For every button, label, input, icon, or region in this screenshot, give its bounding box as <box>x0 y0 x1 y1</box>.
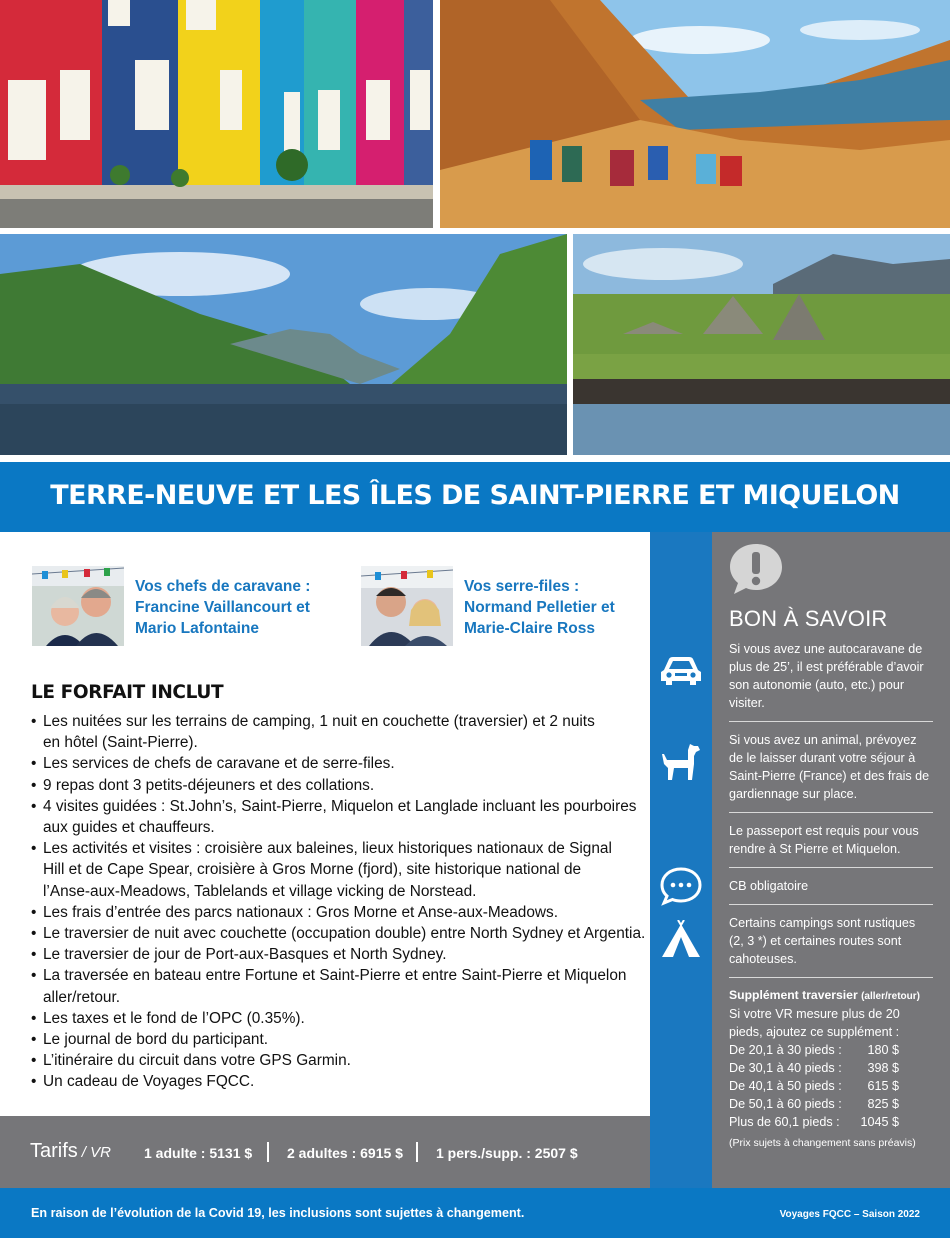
footer <box>0 1188 950 1238</box>
inclusion-item <box>31 1008 631 1029</box>
supplement-price: 615 $ <box>867 1079 899 1093</box>
leaders-role: Vos chefs de caravane : <box>135 578 311 595</box>
leaders-photo <box>32 566 124 646</box>
chat-icon <box>658 866 704 906</box>
tarifs-label <box>30 1140 111 1163</box>
photo-viking-village <box>573 234 950 455</box>
supplement-price: 825 $ <box>867 1097 899 1111</box>
serre-files-names-2: Marie-Claire Ross <box>464 620 595 637</box>
photo-hikers-mountain <box>440 0 950 228</box>
price-2-adults: 2 adultes : 6915 $ <box>287 1145 403 1161</box>
inclusion-line: • Les services de chefs de caravane et de serre-files. <box>43 755 395 773</box>
inclusion-line: • Les frais d’entrée des parcs nationaux : Gros Morne et Anse-aux-Meadows. <box>43 903 558 921</box>
supplement-range: De 50,1 à 60 pieds : <box>729 1097 842 1111</box>
inclusion-line: • 9 repas dont 3 petits-déjeuners et des collations. <box>43 776 375 794</box>
inclusion-item <box>31 838 631 902</box>
supplement-price: 1045 $ <box>860 1115 899 1129</box>
supplement-row <box>729 1095 933 1113</box>
bon-a-savoir-title: BON À SAVOIR <box>729 606 888 631</box>
price-1-adult: 1 adulte : 5131 $ <box>144 1145 253 1161</box>
inclusion-item <box>31 711 631 753</box>
inclusion-line: • La traversée en bateau entre Fortune et Saint-Pierre et entre Saint-Pierre et Miquelon <box>43 967 627 985</box>
supplement-title-small: (aller/retour) <box>861 991 920 1002</box>
tip-item: Le passeport est requis pour vous rendre à St Pierre et Miquelon. <box>729 822 933 868</box>
inclusion-line: • Les nuitées sur les terrains de camping, 1 nuit en couchette (traversier) et 2 nuits <box>43 713 595 730</box>
inclusion-line: l’Anse-aux-Meadows, Tablelands et village vicking de Norstead. <box>43 882 477 900</box>
page-title: TERRE-NEUVE ET LES ÎLES DE SAINT-PIERRE ET MIQUELON <box>50 480 900 511</box>
serre-files <box>361 566 641 646</box>
inclusion-item <box>31 1029 631 1050</box>
inclusion-line: aux guides et chauffeurs. <box>43 819 215 837</box>
inclusion-line: en hôtel (Saint-Pierre). <box>43 734 198 752</box>
supplement-row <box>729 1059 933 1077</box>
photo-colorful-houses <box>0 0 433 228</box>
supplement-range: De 30,1 à 40 pieds : <box>729 1061 842 1075</box>
tarifs-unit: / VR <box>81 1144 111 1161</box>
forfait-heading: LE FORFAIT INCLUT <box>31 682 224 703</box>
tarifs-label-text: Tarifs <box>30 1140 78 1162</box>
inclusion-line: • Les activités et visites : croisière aux baleines, lieux historiques nationaux de Signal <box>43 840 612 858</box>
inclusion-line: • L’itinéraire du circuit dans votre GPS Garmin. <box>43 1052 351 1070</box>
season-label: Voyages FQCC – Saison 2022 <box>779 1209 920 1220</box>
inclusion-item <box>31 1071 631 1092</box>
dog-icon <box>658 742 704 782</box>
tarifs-bar <box>0 1116 650 1188</box>
supplement-block <box>729 987 933 1161</box>
inclusion-item <box>31 923 646 944</box>
supplement-price: 398 $ <box>867 1061 899 1075</box>
icon-strip <box>650 532 712 1188</box>
inclusion-line: • Le traversier de nuit avec couchette (occupation double) entre North Sydney et Argentia. <box>43 925 646 943</box>
inclusion-line: • Les taxes et le fond de l’OPC (0.35%). <box>43 1009 305 1027</box>
exclamation-bubble-icon <box>728 542 784 596</box>
supplement-title-text: Supplément traversier <box>729 988 858 1002</box>
inclusion-line: • Le journal de bord du participant. <box>43 1031 269 1049</box>
supplement-range: De 20,1 à 30 pieds : <box>729 1043 842 1057</box>
supplement-range: Plus de 60,1 pieds : <box>729 1115 840 1129</box>
supplement-range: De 40,1 à 50 pieds : <box>729 1079 842 1093</box>
tent-icon <box>658 920 704 960</box>
tip-item: Certains campings sont rustiques (2, 3 *) et certaines routes sont cahoteuses. <box>729 914 933 978</box>
serre-files-role: Vos serre-files : <box>464 578 580 595</box>
inclusion-line: • Un cadeau de Voyages FQCC. <box>43 1073 255 1091</box>
car-icon <box>658 650 704 690</box>
leaders-text <box>135 576 310 639</box>
bon-a-savoir-panel <box>712 532 950 1188</box>
serre-files-photo <box>361 566 453 646</box>
serre-files-names-1: Normand Pelletier et <box>464 599 615 616</box>
tip-item: Si vous avez un animal, prévoyez de le laisser durant votre séjour à Saint-Pierre (France) et des frais de gardiennage sur place. <box>729 731 933 813</box>
tip-item: Si vous avez une autocaravane de plus de 25’, il est préférable d’avoir son autonomie (auto, etc.) pour visiter. <box>729 640 933 722</box>
supplement-title <box>729 987 933 1005</box>
photo-fjord <box>0 234 567 455</box>
inclusion-line: Hill et de Cape Spear, croisière à Gros Morne (fjord), site historique national de <box>43 861 582 879</box>
covid-notice: En raison de l’évolution de la Covid 19, les inclusions sont sujettes à changement. <box>31 1206 525 1220</box>
serre-files-text <box>464 576 615 639</box>
inclusion-line: aller/retour. <box>43 988 120 1006</box>
supplement-row <box>729 1041 933 1059</box>
tips-list <box>729 640 933 1170</box>
leaders-names-2: Mario Lafontaine <box>135 620 260 637</box>
inclusion-item <box>31 965 631 1007</box>
inclusion-line: • Le traversier de jour de Port-aux-Basques et North Sydney. <box>43 946 447 964</box>
leaders-names-1: Francine Vaillancourt et <box>135 599 310 616</box>
inclusions-list <box>31 711 646 1093</box>
price-separator <box>416 1142 418 1162</box>
title-band <box>0 462 950 532</box>
supplement-note: (Prix sujets à changement sans préavis) <box>729 1137 916 1149</box>
inclusion-item <box>31 775 631 796</box>
supplement-table <box>729 1041 933 1131</box>
inclusion-item <box>31 796 637 838</box>
supplement-price: 180 $ <box>867 1043 899 1057</box>
supplement-text: Si votre VR mesure plus de 20 pieds, ajoutez ce supplément : <box>729 1007 900 1039</box>
inclusion-item <box>31 753 631 774</box>
inclusion-line: • 4 visites guidées : St.John’s, Saint-Pierre, Miquelon et Langlade incluant les pourboires <box>43 797 637 815</box>
supplement-row <box>729 1077 933 1095</box>
tip-item: CB obligatoire <box>729 877 933 905</box>
price-extra-person: 1 pers./supp. : 2507 $ <box>436 1145 578 1161</box>
inclusion-item <box>31 902 631 923</box>
caravan-leaders <box>32 566 332 646</box>
inclusion-item <box>31 1050 631 1071</box>
inclusion-item <box>31 944 631 965</box>
supplement-row <box>729 1113 933 1131</box>
price-separator <box>267 1142 269 1162</box>
main-content <box>0 532 650 1116</box>
